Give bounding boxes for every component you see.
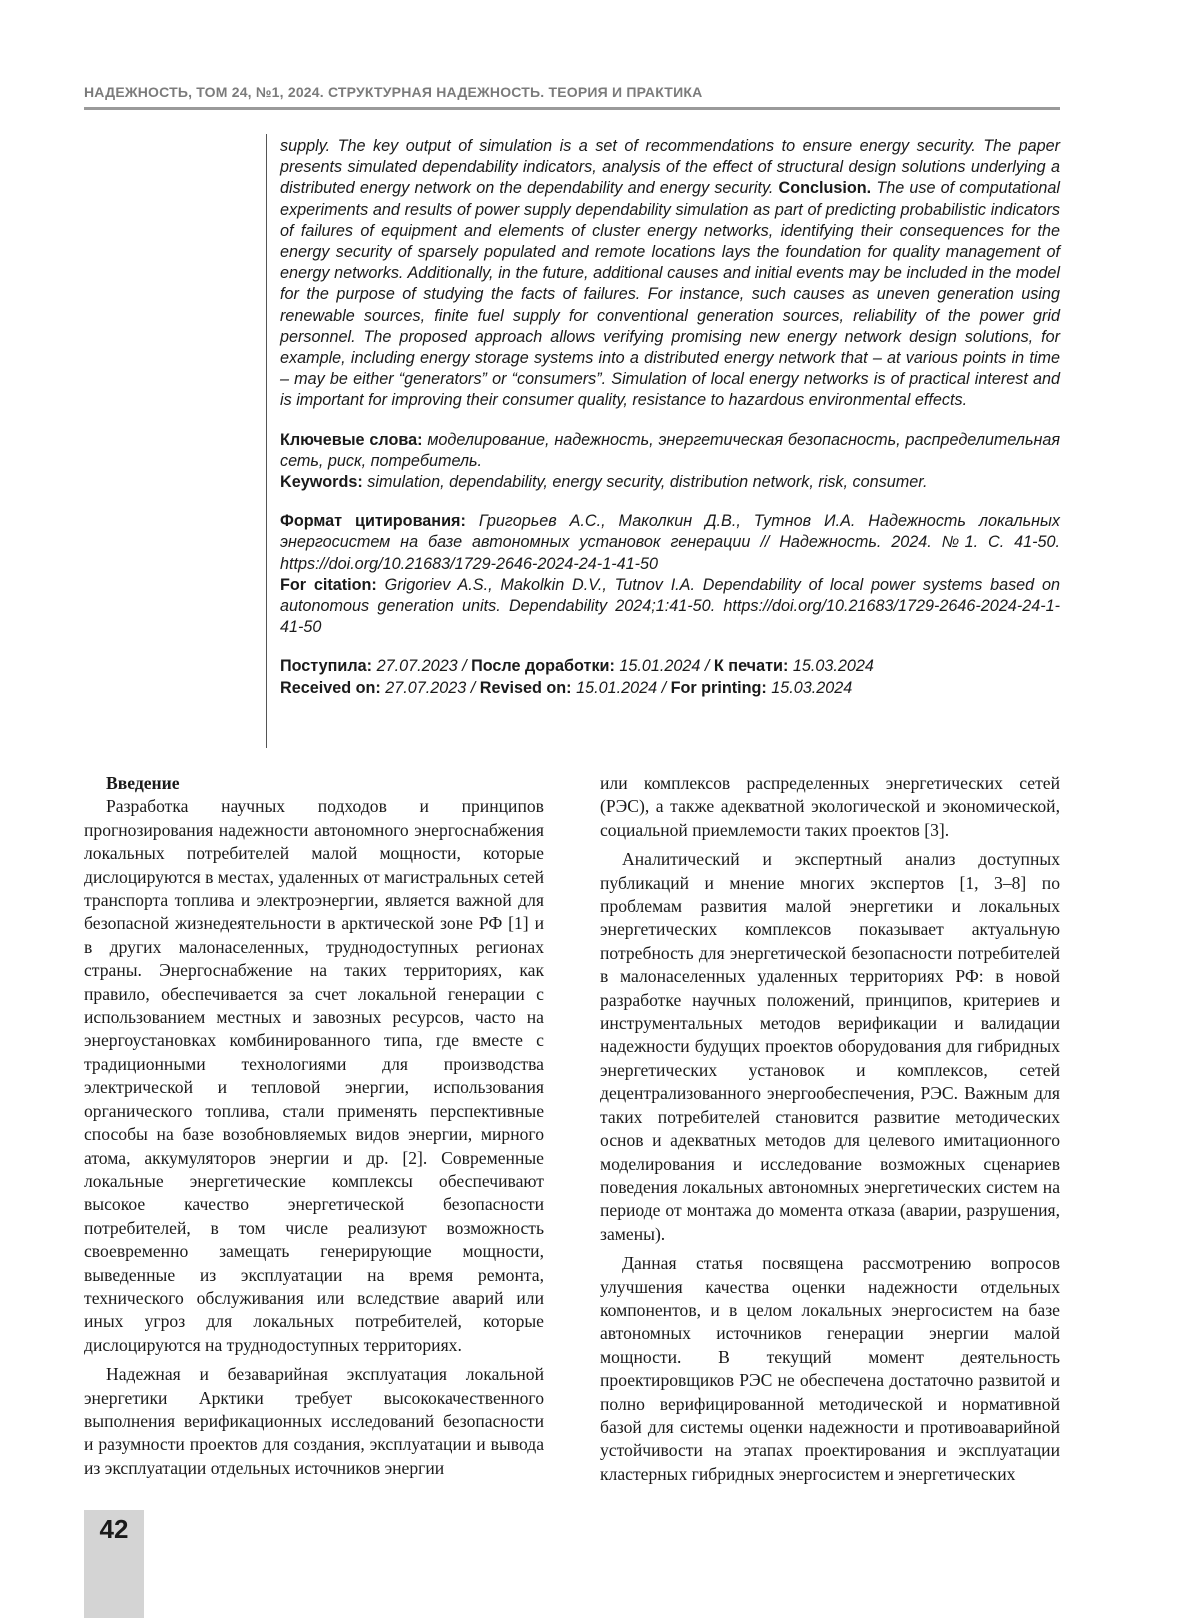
body-paragraph: или комплексов распределенных энергетических сетей (РЭС), а также адекватной экологической и экономической, социальной приемлемости таких проектов [3].	[600, 772, 1060, 842]
revised-en-date: 15.01.2024	[576, 679, 657, 697]
citation-en-label: For citation:	[280, 576, 377, 594]
received-en-date: 27.07.2023	[385, 679, 466, 697]
body-column-left	[84, 772, 544, 1486]
body-paragraph: Разработка научных подходов и принципов прогнозирования надежности автономного энергоснабжения локальных потребителей малой мощности, которые дислоцируются в местах, удаленных от магистральных сетей транспорта топлива и электроэнергии, является важной для безопасной жизнедеятельности в арктической зоне РФ [1] и в других малонаселенных, труднодоступных регионах страны. Энергоснабжение на таких территориях, как правило, обеспечивается за счет локальной генерации с использованием местных и завозных ресурсов, часто на энергоустановках комбинированного типа, где вместе с традиционными технологиями для производства электрической и тепловой энергии, использования органического топлива, стали применять перспективные способы на базе возобновляемых видов энергии, мирного атома, аккумуляторов энергии и др. [2]. Современные локальные энергетические комплексы обеспечивают высокое качество энергетической безопасности потребителей, в том числе реализуют возможность своевременно замещать генерирующие мощности, выведенные из эксплуатации на время ремонта, технического обслуживания или вследствие аварий или иных угроз для локальных потребителей, которые дислоцируются на труднодоступных территориях.	[84, 795, 544, 1357]
date-separator: /	[458, 657, 472, 675]
citation-ru-text: Григорьев А.С., Маколкин Д.В., Тутнов И.А. Надежность локальных энергосистем на базе автономных установок генерации // Надежность. 2024. №1. С. 41-50. https://doi.org/10.21683/1729-2646-2024-24-1-41-50	[280, 512, 1060, 572]
section-title: Введение	[106, 772, 544, 795]
citation-en-text: Grigoriev A.S., Makolkin D.V., Tutnov I.A. Dependability of local power systems based on autonomous generation units. Dependability 2024;1:41-50. https://doi.org/10.21683/1729-2646-2024-24-1-41-50	[280, 576, 1060, 636]
header-divider	[84, 107, 1060, 110]
body-paragraph: Данная статья посвящена рассмотрению вопросов улучшения качества оценки надежности отдельных компонентов, и в целом локальных энергосистем на базе автономных источников генерации энергии малой мощности. В текущий момент деятельность проектировщиков РЭС не обеспечена достаточно развитой и полно верифицированной методической и нормативной базой для системы оценки надежности и противоаварийной устойчивости на этапах проектирования и эксплуатации кластерных гибридных энергосистем и энергетических	[600, 1252, 1060, 1486]
dates-ru	[280, 656, 1060, 677]
body-column-right	[600, 772, 1060, 1492]
keywords-en-label: Keywords:	[280, 473, 363, 491]
keywords-ru-text: моделирование, надежность, энергетическая безопасность, распределительная сеть, риск, потребитель.	[280, 431, 1060, 470]
received-en-label: Received on:	[280, 679, 381, 697]
abstract-continuation: supply. The key output of simulation is a set of recommendations to ensure energy security. The paper presents simulated dependability indicators, analysis of the effect of structural design solutions underlying a distributed energy network on the dependability and energy security.	[280, 137, 1060, 197]
conclusion-label: Conclusion.	[779, 179, 872, 197]
received-ru-label: Поступила:	[280, 657, 372, 675]
received-ru-date: 27.07.2023	[377, 657, 458, 675]
citation-ru-label: Формат цитирования:	[280, 512, 466, 530]
date-separator: /	[466, 679, 480, 697]
citation-en	[280, 575, 1060, 639]
page-number: 42	[84, 1514, 144, 1545]
printing-en-label: For printing:	[671, 679, 767, 697]
keywords-ru-label: Ключевые слова:	[280, 431, 422, 449]
keywords-en-text: simulation, dependability, energy security, distribution network, risk, consumer.	[367, 473, 927, 491]
keywords-en	[280, 472, 1060, 493]
body-paragraph: Надежная и безаварийная эксплуатация локальной энергетики Арктики требует высококачественного выполнения верификационных исследований безопасности и разумности проектов для создания, эксплуатации и вывода из эксплуатации отдельных источников энергии	[84, 1363, 544, 1480]
printing-en-date: 15.03.2024	[771, 679, 852, 697]
citation-ru	[280, 511, 1060, 575]
date-separator: /	[657, 679, 671, 697]
abstract-block	[280, 136, 1060, 699]
abstract-paragraph	[280, 136, 1060, 412]
revised-en-label: Revised on:	[480, 679, 572, 697]
printing-ru-label: К печати:	[714, 657, 788, 675]
revised-ru-label: После доработки:	[471, 657, 615, 675]
body-paragraph: Аналитический и экспертный анализ доступных публикаций и мнение многих экспертов [1, 3–8] по проблемам развития малой энергетики и локальных энергетических комплексов показывает актуальную потребность для энергетической безопасности потребителей в малонаселенных удаленных территориях РФ: в новой разработке научных положений, принципов, критериев и инструментальных методов верификации и валидации надежности будущих проектов оборудования для гибридных энергетических установок и комплексов, сетей децентрализованного энергообеспечения, РЭС. Важным для таких потребителей становится развитие методических основ и адекватных методов для целевого имитационного моделирования и исследование возможных сценариев поведения локальных автономных энергетических систем на периоде от монтажа до момента отказа (аварии, разрушения, замены).	[600, 848, 1060, 1246]
dates-en	[280, 678, 1060, 699]
running-header: НАДЕЖНОСТЬ, ТОМ 24, №1, 2024. СТРУКТУРНАЯ НАДЕЖНОСТЬ. ТЕОРИЯ И ПРАКТИКА	[84, 84, 1060, 100]
printing-ru-date: 15.03.2024	[793, 657, 874, 675]
date-separator: /	[700, 657, 714, 675]
keywords-ru	[280, 430, 1060, 472]
revised-ru-date: 15.01.2024	[619, 657, 700, 675]
conclusion-text: The use of computational experiments and results of power supply dependability simulation as part of predicting probabilistic indicators of failures of equipment and elements of cluster energy networks, identifying their consequences for the energy security of sparsely populated and remote locations lays the foundation for quality management of energy networks. Additionally, in the future, additional causes and initial events may be included in the model for the purpose of studying the facts of failures. For instance, such causes as uneven generation using renewable sources, finite fuel supply for conventional generation sources, reliability of the power grid personnel. The proposed approach allows verifying promising new energy network design solutions, for example, including energy storage systems into a distributed energy network that – at various points in time – may be either “generators” or “consumers”. Simulation of local energy networks is of practical interest and is important for improving their consumer quality, resistance to hazardous environmental effects.	[280, 179, 1060, 409]
